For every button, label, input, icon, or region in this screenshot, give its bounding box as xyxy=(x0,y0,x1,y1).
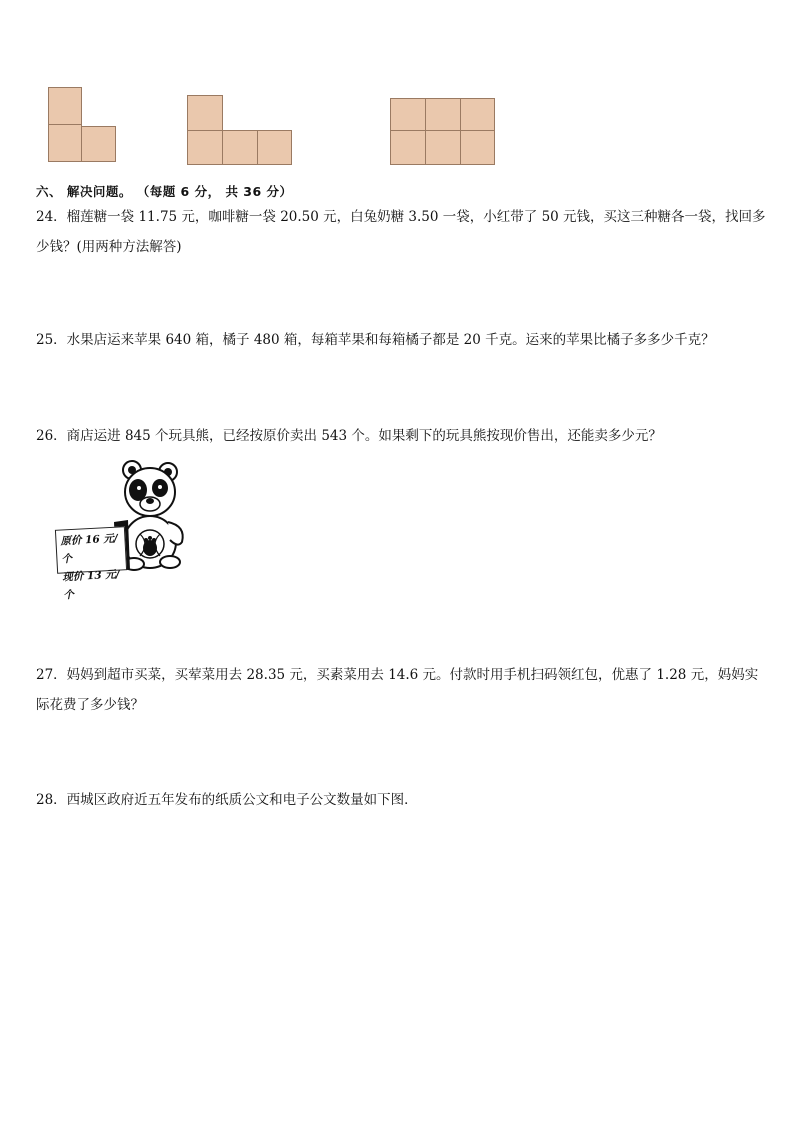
question-28: 28．西城区政府近五年发布的纸质公文和电子公文数量如下图． xyxy=(36,792,418,808)
question-24-line2: 少钱？(用两种方法解答) xyxy=(36,239,182,255)
square xyxy=(257,130,292,165)
question-25: 25．水果店运来苹果 640 箱，橘子 480 箱，每箱苹果和每箱橘子都是 20 千克。运来的苹果比橘子多多少千克？ xyxy=(36,332,715,348)
question-26: 26．商店运进 845 个玩具熊，已经按原价卖出 543 个。如果剩下的玩具熊按现价售出，还能卖多少元？ xyxy=(36,428,662,444)
square xyxy=(390,130,426,165)
question-27-line1: 27．妈妈到超市买菜，买荤菜用去 28.35 元，买素菜用去 14.6 元。付款时用手机扫码领红包，优惠了 1.28 元，妈妈实 xyxy=(36,667,759,683)
original-price-label: 原价 16 元/个 xyxy=(60,532,119,566)
square xyxy=(48,124,82,162)
square xyxy=(390,98,426,131)
question-24-line1: 24．榴莲糖一袋 11.75 元，咖啡糖一袋 20.50 元，白兔奶糖 3.50 一袋，小红带了 50 元钱，买这三种糖各一袋，找回多 xyxy=(36,209,766,225)
square xyxy=(425,130,461,165)
square xyxy=(81,126,116,162)
square xyxy=(425,98,461,131)
square xyxy=(222,130,258,165)
current-price-label: 现价 13 元/个 xyxy=(62,568,120,602)
square xyxy=(460,98,495,131)
square xyxy=(460,130,495,165)
square xyxy=(48,87,82,125)
square xyxy=(187,95,223,131)
question-27-line2: 际花费了多少钱？ xyxy=(36,697,144,713)
square xyxy=(187,130,223,165)
section-title: 六、 解决问题。 （每题 6 分， 共 36 分） xyxy=(36,184,293,199)
price-sign xyxy=(55,526,127,602)
